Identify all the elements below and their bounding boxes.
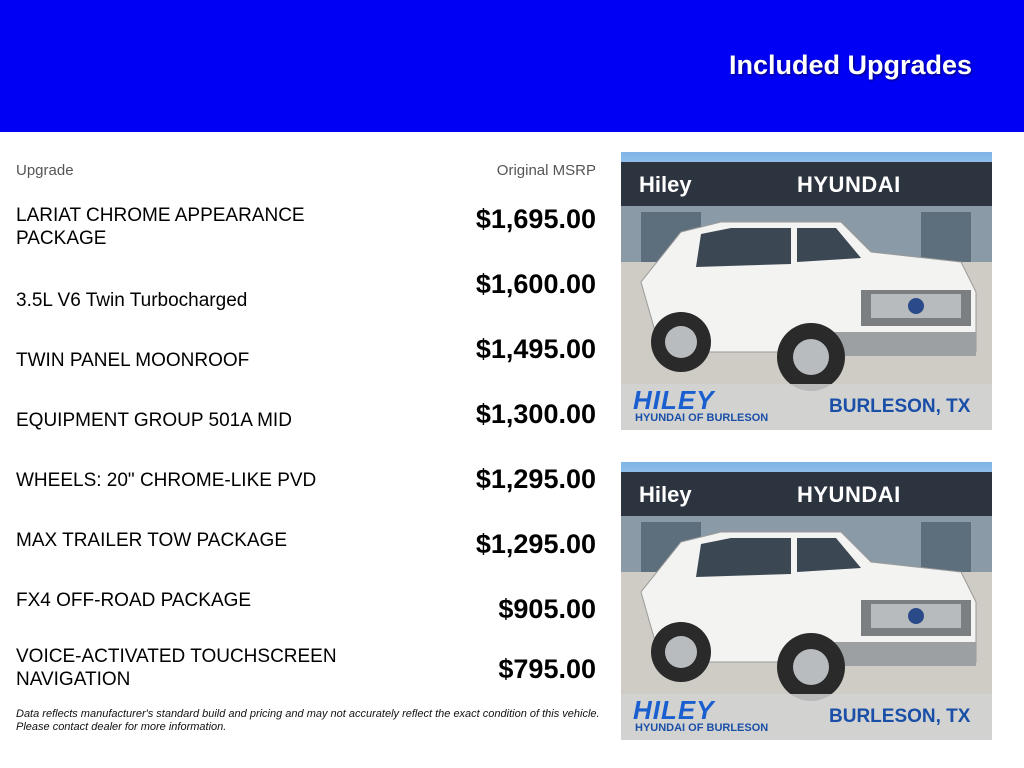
dealer-location: BURLESON, TX (829, 706, 971, 727)
vehicle-photo[interactable] (621, 152, 992, 430)
dealer-location: BURLESON, TX (829, 396, 971, 417)
upgrade-name: WHEELS: 20" CHROME-LIKE PVD (16, 470, 317, 491)
upgrade-price: $795.00 (498, 654, 596, 684)
table-row (16, 332, 596, 392)
upgrade-name: MAX TRAILER TOW PACKAGE (16, 530, 287, 551)
table-row (16, 202, 596, 262)
upgrade-name: VOICE-ACTIVATED TOUCHSCREEN NAVIGATION (16, 646, 337, 690)
upgrade-price: $905.00 (498, 594, 596, 624)
upgrade-name: EQUIPMENT GROUP 501A MID (16, 410, 292, 431)
upgrade-price: $1,295.00 (475, 529, 596, 559)
page-title: Included Upgrades (728, 50, 972, 80)
upgrade-price: $1,600.00 (475, 269, 596, 299)
upgrade-price: $1,695.00 (475, 204, 596, 234)
dealer-logo-subtitle: HYUNDAI OF BURLESON (635, 722, 769, 734)
upgrade-name: LARIAT CHROME APPEARANCE PACKAGE (16, 205, 305, 249)
upgrade-name: TWIN PANEL MOONROOF (16, 350, 250, 371)
table-row (16, 592, 596, 652)
brand-sign-text: HYUNDAI (797, 482, 901, 507)
dealer-logo-subtitle: HYUNDAI OF BURLESON (635, 412, 769, 424)
dealer-logo: HILEY (633, 385, 715, 415)
dealer-sign-text: Hiley (639, 482, 692, 507)
table-row (16, 397, 596, 457)
column-header-upgrade: Upgrade (16, 162, 74, 179)
table-row (16, 527, 596, 587)
table-row (16, 462, 596, 522)
header-banner (0, 0, 1024, 132)
dealer-sign-text: Hiley (639, 172, 692, 197)
upgrade-price: $1,495.00 (475, 334, 596, 364)
upgrade-price: $1,295.00 (475, 464, 596, 494)
dealer-logo: HILEY (633, 695, 715, 725)
upgrade-price: $1,300.00 (475, 399, 596, 429)
brand-sign-text: HYUNDAI (797, 172, 901, 197)
disclaimer-text: Data reflects manufacturer's standard build and pricing and may not accurately reflect the exact condition of this vehicle. Please contact dealer for more information. (16, 708, 600, 733)
column-header-msrp: Original MSRP (496, 162, 596, 179)
table-row (16, 267, 596, 327)
upgrade-name: FX4 OFF-ROAD PACKAGE (16, 590, 252, 611)
vehicle-photo[interactable] (621, 462, 992, 740)
upgrade-name: 3.5L V6 Twin Turbocharged (16, 290, 248, 311)
